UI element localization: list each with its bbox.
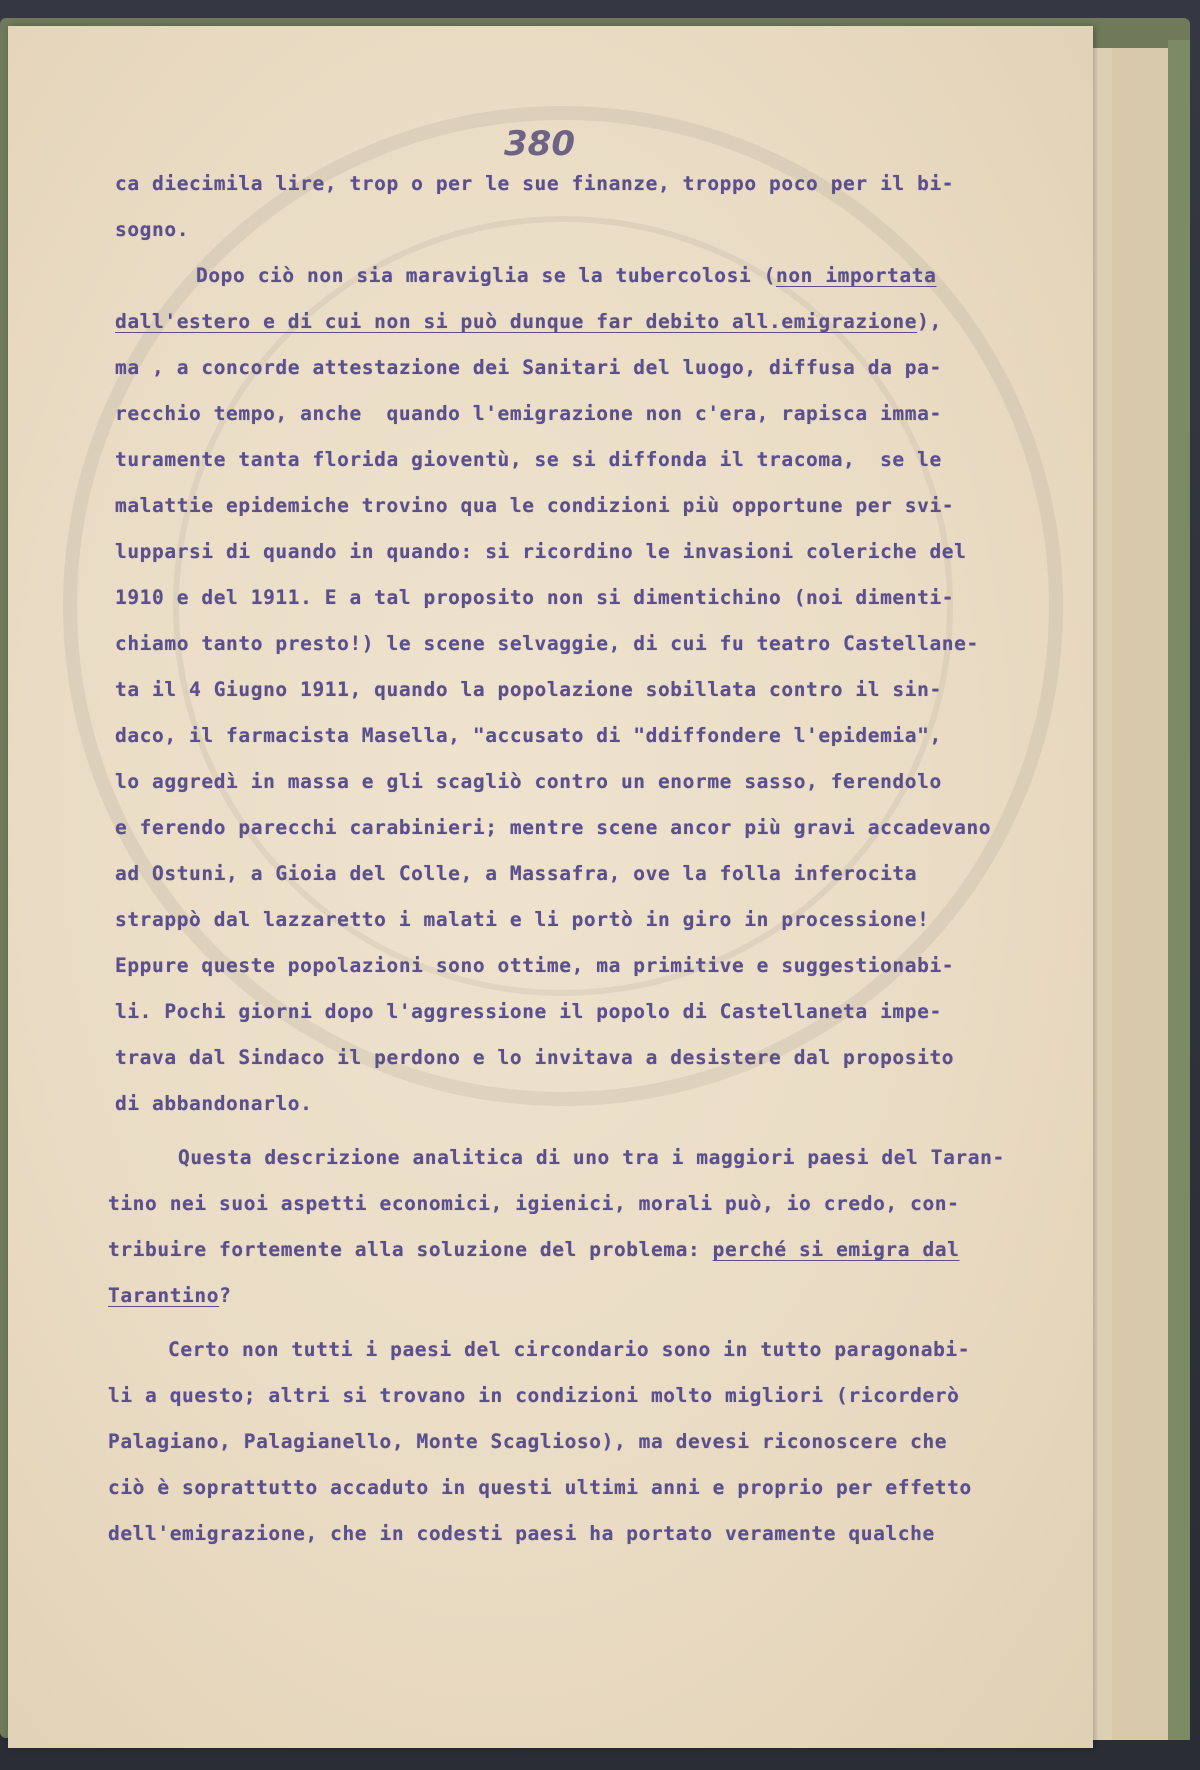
text-line: lo aggredì in massa e gli scagliò contro un enorme sasso, ferendolo	[115, 770, 942, 793]
text-line: Dopo ciò non sia maraviglia se la tubercolosi (non importata	[196, 264, 937, 287]
text-line: strappò dal lazzaretto i malati e li portò in giro in processione!	[115, 908, 930, 931]
text-line: ca diecimila lire, trop o per le sue finanze, troppo poco per il bi-	[115, 172, 955, 195]
underlined-phrase: dall'estero e di cui non si può dunque far debito all.emigrazione	[115, 310, 918, 333]
text-line: daco, il farmacista Masella, "accusato di "ddiffondere l'epidemia",	[115, 724, 942, 747]
typed-text-body	[8, 26, 1093, 1748]
text-line: chiamo tanto presto!) le scene selvaggie, di cui fu teatro Castellane-	[115, 632, 979, 655]
text-line: 1910 e del 1911. E a tal proposito non si dimentichino (noi dimenti-	[115, 586, 955, 609]
underlined-phrase: non importata	[775, 264, 937, 287]
text-line: recchio tempo, anche quando l'emigrazione non c'era, rapisca imma-	[115, 402, 942, 425]
text-line: lupparsi di quando in quando: si ricordino le invasioni coleriche del	[115, 540, 967, 563]
text-line: tino nei suoi aspetti economici, igienici, morali può, io credo, con-	[108, 1192, 960, 1215]
text-line: ma , a concorde attestazione dei Sanitari del luogo, diffusa da pa-	[115, 356, 942, 379]
page-stack-edge	[1112, 48, 1170, 1740]
text-line: turamente tanta florida gioventù, se si diffonda il tracoma, se le	[115, 448, 942, 471]
folio-number: 380	[504, 124, 575, 164]
text-line: Palagiano, Palagianello, Monte Scaglioso), ma devesi riconoscere che	[108, 1430, 948, 1453]
text-line: ta il 4 Giugno 1911, quando la popolazione sobillata contro il sin-	[115, 678, 942, 701]
text-line: e ferendo parecchi carabinieri; mentre scene ancor più gravi accadevano	[115, 816, 992, 839]
text-line: dall'estero e di cui non si può dunque far debito all.emigrazione),	[115, 310, 942, 333]
binder-spine-edge	[1168, 40, 1190, 1740]
text-line: tribuire fortemente alla soluzione del problema: perché si emigra dal	[108, 1238, 960, 1261]
underlined-phrase: Tarantino	[108, 1284, 220, 1307]
underlined-phrase: perché si emigra dal	[712, 1238, 960, 1261]
text-line: Questa descrizione analitica di uno tra i maggiori paesi del Taran-	[178, 1146, 1005, 1169]
text-line: ciò è soprattutto accaduto in questi ultimi anni e proprio per effetto	[108, 1476, 972, 1499]
text-line: li a questo; altri si trovano in condizioni molto migliori (ricorderò	[108, 1384, 960, 1407]
text-line: di abbandonarlo.	[115, 1092, 313, 1115]
text-line: Eppure queste popolazioni sono ottime, ma primitive e suggestionabi-	[115, 954, 955, 977]
document-page	[8, 26, 1093, 1748]
text-line: Certo non tutti i paesi del circondario sono in tutto paragonabi-	[168, 1338, 971, 1361]
text-line: sogno.	[115, 218, 190, 241]
text-line: ad Ostuni, a Gioia del Colle, a Massafra, ove la folla inferocita	[115, 862, 918, 885]
text-line: dell'emigrazione, che in codesti paesi ha portato veramente qualche	[108, 1522, 935, 1545]
text-line: trava dal Sindaco il perdono e lo invitava a desistere dal proposito	[115, 1046, 955, 1069]
text-line: li. Pochi giorni dopo l'aggressione il popolo di Castellaneta impe-	[115, 1000, 942, 1023]
text-line: malattie epidemiche trovino qua le condizioni più opportune per svi-	[115, 494, 955, 517]
text-line: Tarantino?	[108, 1284, 232, 1307]
